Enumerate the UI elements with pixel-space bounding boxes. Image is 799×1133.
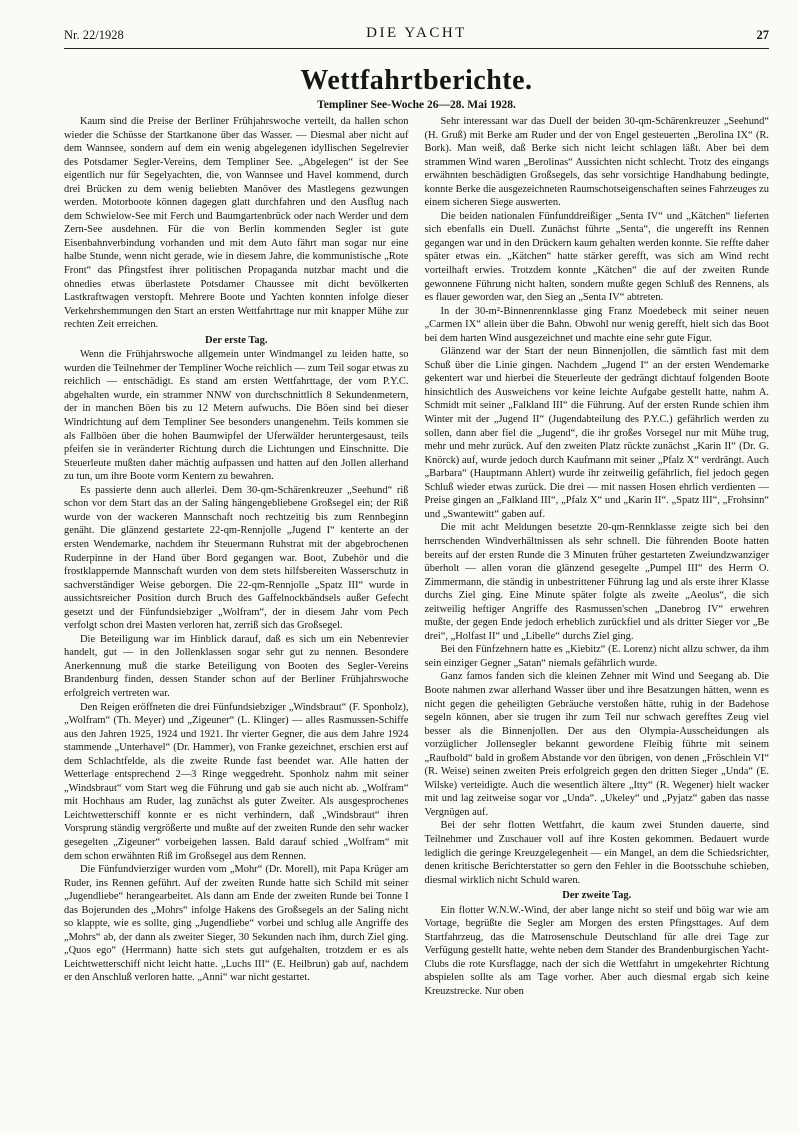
paragraph: Bei der sehr flotten Wettfahrt, die kaum zwei Stunden dauerte, sind Teilnehmer und Zuschauer voll auf ihre Kosten gekommen. Bedauert wurde lediglich die geringe Kreuzgelegenheit — ein Mangel, an dem die Schiedsrichter, denen kritische Berichterstatter so gern den Fehler in die Bootsschuhe schieben, diesmal wirklich nicht Schuld waren. xyxy=(424,820,769,886)
paragraph: Es passierte denn auch allerlei. Dem 30-qm-Schärenkreuzer „Seehund“ riß schon vor dem Start das an der Saling hängengebliebene Großsegel ein; der Riß wurde von der wackeren Mannschaft noch rechtzeitig bis zum Rennbeginn genäht. Die glänzend gestartete 22-qm-Rennjolle „Jugend I“ kenterte an der ersten Wendemarke, nachdem ihr Steuermann Ruhstrat mit der abgebrochenen Ruderpinne in der Hand über Bord gegangen war. Boot, Zubehör und die frostklappernde Mannschaft wurden von dem stets hilfsbereiten Wasserschutz in sachverständiger Weise geborgen. Die 22-qm-Rennjolle „Spatz III“ wurde in aussichtsreicher Position durch Bruch des Gaffelnockbändsels außer Gefecht gesetzt und der Fünfundsiebziger „Wolfram“, der in diesem Jahr vom Pech verfolgt schon drei Masten verloren hat, zerriß sich das Großsegel. xyxy=(64,484,409,632)
paragraph: In der 30-m²-Binnenrennklasse ging Franz Moedebeck mit seiner neuen „Carmen IX“ allein über die Bahn. Obwohl nur wenig gerefft, hielt sich das Boot bei dem harten Wind ausgezeichnet und machte eine sehr gute Figur. xyxy=(424,305,769,344)
paragraph: Ganz famos fanden sich die kleinen Zehner mit Wind und Seegang ab. Die Boote nahmen zwar allerhand Wasser über und ihre Besatzungen hätten, wenn es nicht gegen die geheiligten Gebräuche verstoßen hätte, ruhig in der Badehose segeln können, aber sie trugen ihr zum Teil nur schwach gerefftes Zeug viel besser als die Binnenjollen. Der aus den Olympia-Ausscheidungen als vorzüglicher Jollensegler bekannt gewordene Fleibig führte mit seinem „Raufbold“ bald in großem Abstande vor den übrigen, von denen „Fröschlein VI“ (R. Weise) seinen zweiten Preis erfolgreich gegen den dritten Sieger „Unda“ (E. Wilske) verteidigte. Auch die wesentlich ältere „Itty“ (R. Wegener) hielt wacker mit und lag zeitweise sogar vor „Unda“. „Ukeley“ und „Pyjatz“ gaben das nasse Vergnügen auf. xyxy=(424,671,769,818)
paragraph: Die Beteiligung war im Hinblick darauf, daß es sich um ein Nebenrevier handelt, gut — in den Jollenklassen sogar sehr gut zu nennen. Besondere Anerkennung muß die starke Beteiligung von Booten des Segler-Vereins Brandenburg finden, dessen Stander schon auf der Berliner Frühjahrswoche erfolgreich vertreten war. xyxy=(64,633,409,699)
paragraph: Ein flotter W.N.W.-Wind, der aber lange nicht so steif und böig war wie am Vortage, begrüßte die Segler am Morgen des ersten Pfingsttages. Auf dem Startfahrzeug, das die Matrosenschule Deutschland für alle drei Tage zur Verfügung gestellt hatte, wehte neben dem Stander des Brandenburgischen Yacht-Clubs die rote Kursflagge, nach der sich die Wettfahrt in umgekehrter Richtung abspielen sollte als am Tage vorher. Aber auch diesmal ergab sich keine Kreuzstrecke. Nur oben xyxy=(424,904,769,997)
section-heading: Der zweite Tag. xyxy=(562,890,632,902)
article-subtitle: Templiner See-Woche 26—28. Mai 1928. xyxy=(317,99,516,111)
paragraph: Die beiden nationalen Fünfunddreißiger „Senta IV“ und „Kätchen“ lieferten sich ebenfalls ein Duell. Zunächst führte „Senta“, die ungerefft ins Rennen gegangen war und in den Drückern kaum gehalten werden konnte. Sie reffte daher später etwas ein. „Kätchen“ hatte stärker gerefft, was sich am Wind recht vorteilhaft erwies. Trotzdem konnte „Kätchen“ die auf der zweiten Runde gewonnene Führung nicht halten, sondern mußte gegen Schluß des Rennens, als es flauer geworden war, den Sieg an „Senta IV“ abtreten. xyxy=(424,210,769,304)
left-column xyxy=(64,115,409,999)
paragraph: Kaum sind die Preise der Berliner Frühjahrswoche verteilt, da hallen schon wieder die Schüsse der Startkanone über das Wasser. — Diesmal aber nicht auf dem Wannsee, sondern auf dem ein wenig abgelegenen idyllischen Segelrevier des Potsdamer Segler-Vereins, dem Templiner See. „Abgelegen“ ist der See eigentlich nur für Segelyachten, die, von Wannsee und Havel kommend, durch drei Brücken zu dem wenig beliebten Manöver des Mastlegens gezwungen werden. Motorboote können dagegen glatt durchfahren und den Ausflug nach dem Schwielow-See mit Ferch und Baumgartenbrück oder nach Werder und dem Zern-See ausdehnen. Für die von Berlin kommenden Segler ist gute Eisenbahnverbindung vorhanden und mit dem Auto fährt man sogar nur eine halbe Stunde, wenn nicht gerade, wie in diesem Jahre, die kommunistische „Rote Front“ das Pfingstfest ihrer politischen Propaganda nutzbar macht und die ohnedies etwas überlastete Potsdamer Chaussee mit dicht bevölkerten Lastkraftwagen verstopft. Mehrere Boote und Yachten konnten infolge dieser Verkehrshemmungen den Start an ersten Wettfahrttage nur mit knapper Mühe zur rechten Zeit erreichen. xyxy=(64,116,409,331)
header-rule xyxy=(64,48,769,49)
page-number: 27 xyxy=(756,28,769,42)
paragraph: Bei den Fünfzehnern hatte es „Kiebitz“ (E. Lorenz) nicht allzu schwer, da ihm sein einziger Gegner „Satan“ niemals gefährlich wurde. xyxy=(424,644,769,669)
section-heading: Der erste Tag. xyxy=(204,334,268,346)
paragraph: Sehr interessant war das Duell der beiden 30-qm-Schärenkreuzer „Seehund“ (H. Gruß) mit Berke am Ruder und der von Engel gesteuerten „Berolina IX“ (R. Bork). Man weiß, daß Berke sich nicht leicht schlagen läßt. Aber bei dem strammen Wind waren „Berolinas“ Aussichten nicht schlecht. Trotz des eingangs erwähnten beschädigten Großsegels, das sehr vorsichtige Handhabung bedingte, konnte Berke die ausgezeichneten Raumschotseigenschaften seines Fahrzeuges zu einem sicheren Siege auswerten. xyxy=(424,116,769,209)
paragraph: Glänzend war der Start der neun Binnenjollen, die sämtlich fast mit dem Schuß über die Linie gingen. Nachdem „Jugend I“ an der ersten Wendemarke gekentert war und hierbei die Steuerleute der gedrängt dichtauf folgenden Boote hinsichtlich des Ausweichens vor keine leichte Aufgabe gestellt hatte, nahm A. Schmidt mit seiner „Falkland III“ die Führung. Auf der ersten Runde schien ihm Winter mit der „Jugend II“ (Jugendabteilung des P.Y.C.) gefährlich werden zu sollen, dann aber fiel die „Jugend“, die ihr großes Vorsegel nur mit Mühe trug, mehr und mehr zurück. Auf den zweiten Platz rückte zunächst „Karin II“ (Dr. G. Knörck) auf, wurde jedoch durch Kaufmann mit seiner „Pfalz X“ verdrängt. Auch „Barbara“ (Hauptmann Ahlert) wurde ihr zeitweilig gefährlich, fiel jedoch gegen Schluß wieder etwas zurück. Die drei — mit nassen Hosen ehrlich verdienten — Preise gingen an „Falkland III“, „Pfalz X“ und „Karin II“. „Spatz III“, „Frohsinn“ und „Swantewitt“ gaben auf. xyxy=(424,346,769,520)
paragraph: Den Reigen eröffneten die drei Fünfundsiebziger „Windsbraut“ (F. Sponholz), „Wolfram“ (Th. Meyer) und „Zigeuner“ (L. Klinger) — alles Rasmussen-Schiffe aus den Jahren 1925, 1924 und 1921. Ihr vierter Gegner, die aus dem Jahre 1924 stammende „Unterhavel“ (Dr. Hammer), von Franke gezeichnet, erschien erst auf dem Schlachtfelde, als die zweite Runde fast beendet war. Alle hatten der Wetterlage entsprechend 2—3 Ringe weggedreht. Sponholz nahm mit seiner „Windsbraut“ vom Start weg die Führung und gab sie auch nicht ab. „Wolfram“ mit Hochhaus am Ruder, lag zunächst als guter Zweiter. Als ausgesprochenes Leichtwetterschiff konnte er es nicht verhindern, daß „Windsbraut“ ihren Vorsprung ständig vergrößerte und mußte auf der zweiten Runde den sehr wacker gesegelten „Zigeuner“ vorbeigehen lassen. Bald darauf schied „Wolfram“ mit dem schon erwähnten Riß im Großsegel aus dem Rennen. xyxy=(64,701,409,862)
paragraph: Die Fünfundvierziger wurden vom „Mohr“ (Dr. Morell), mit Papa Krüger am Ruder, ins Rennen geführt. Auf der zweiten Runde hatte sich Schild mit seiner „Jugendliebe“ herangearbeitet. Als dann am Ende der zweiten Runde bei Tonne I das Bojerunden des „Mohrs“ infolge Hakens des Großsegels an der Saling nicht so klappte, wie es sollte, ging „Jugendliebe“ vorbei und schlug alle Angriffe des „Mohrs“ ab, der dann als zweiter Sieger, 30 Sekunden nach ihm, durch Ziel ging. „Quos ego“ (Herrmann) hatte sich stets gut aufgehalten, trotzdem er es als Leichtwetterschiff nicht leicht hatte. „Luchs III“ (E. Heilbrun) gab auf, nachdem er den Anschluß verloren hatte. „Anni“ war nicht gestartet. xyxy=(64,864,409,984)
paragraph: Wenn die Frühjahrswoche allgemein unter Windmangel zu leiden hatte, so wurden die Teilnehmer der Templiner Woche reichlich — zum Teil sogar etwas zu reichlich — entschädigt. Es stand am ersten Wettfahrttage, der vom P.Y.C. abgehalten wurde, ein strammer NNW von durchschnittlich 8 Sekundenmetern, der in manchen Böen bis zu 12 Metern aufwuchs. Die Böen sind bei dieser Windrichtung auf dem Templiner See besonders unangenehm. Teils kommen sie als Fallböen über die hohen Baumwipfel der Uferwälder heruntergesaust, teils pfeifen sie in veränderter Richtung durch die Lichtungen und Einschnitte. Die Steuerleute mußten daher mächtig aufpassen und hatten auf den Jollen allerhand zu tun, um ihre Boote vorm Kentern zu bewahren. xyxy=(64,349,409,483)
paragraph: Die mit acht Meldungen besetzte 20-qm-Rennklasse zeigte sich bei den herrschenden Windverhältnissen als sehr schnell. Die führenden Boote hatten bereits auf der ersten Runde die 3 Minuten früher gestarteten Zweiundzwanziger überholt — allen voran die glänzend gesegelte „Pumpel III“ des Herrn O. Zimmermann, die ständig in unbestrittener Führung lag und als erste ihrer Klasse durchs Ziel ging. Eine Minute später folgte als zweite „Aeolus“, die sich zeitweilig heftiger Angriffe des Rasmussen'schen „Danebrog IV“ erwehren mußte, der gegen Ende jedoch erheblich zurückfiel und als dritter Sieger vor „Be drei“, „Holfast II“ und „Libelle“ durchs Ziel ging. xyxy=(424,522,769,642)
right-column xyxy=(425,115,770,999)
issue-number: Nr. 22/1928 xyxy=(64,28,124,42)
article-body xyxy=(64,115,769,999)
magazine-title: DIE YACHT xyxy=(366,25,467,41)
running-header xyxy=(64,24,769,46)
article-title: Wettfahrtberichte. xyxy=(300,65,533,96)
